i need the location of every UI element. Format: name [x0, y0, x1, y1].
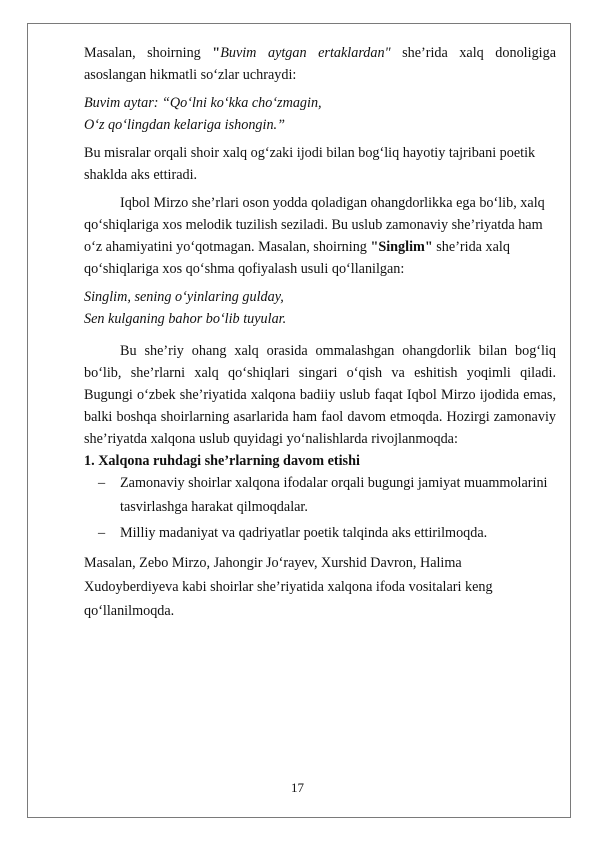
- paragraph-text: o‘z ahamiyatini yo‘qotmagan. Masalan, shoirning: [84, 239, 371, 255]
- dash-bullet: –: [98, 475, 106, 491]
- verse-line: O‘z qo‘lingdan kelariga ishongin.”: [84, 117, 285, 133]
- verse-line: Buvim aytar: “Qo‘lni ko‘kka cho‘zmagin,: [84, 95, 322, 111]
- list-item-line: Zamonaviy shoirlar xalqona ifodalar orqali bugungi jamiyat muammolarini: [120, 475, 548, 491]
- paragraph-line: qo‘llanilmoqda.: [84, 603, 175, 619]
- list-item-line: tasvirlashga harakat qilmoqdalar.: [120, 499, 308, 515]
- paragraph-line: Xudoyberdiyeva kabi shoirlar she’riyatida xalqona ifoda vositalari keng: [84, 579, 493, 595]
- paragraph-1-line-1: [84, 42, 556, 64]
- page-number: 17: [291, 780, 304, 795]
- paragraph-4: Bu she’riy ohang xalq orasida ommalashgan ohangdorlik bilan bog‘liq bo‘lib, she’rlarni xalq qo‘shiqlari singari o‘qish va eshitish yoqimli qiladi. Bugungi o‘zbek she’riyatida xalqona badiiy uslub faqat Iqbol Mirzo ijodida emas, balki boshqa shoirlarning asarlarida ham faol davom etmoqda. Hozirgi zamonaviy she’riyatda xalqona uslub quyidagi yo‘nalishlarda rivojlanmoqda:: [84, 343, 556, 447]
- paragraph-line: [84, 236, 556, 258]
- paragraph-line: Iqbol Mirzo she’rlari oson yodda qoladigan ohangdorlikka ega bo‘lib, xalq: [120, 195, 545, 211]
- bullet-list: [84, 472, 556, 544]
- verse-line: Singlim, sening o‘yinlaring gulday,: [84, 289, 284, 305]
- poem-title-singlim: "Singlim": [370, 239, 433, 255]
- dash-bullet: –: [98, 525, 106, 541]
- document-body: [84, 42, 556, 622]
- verse-2: [84, 286, 556, 330]
- paragraph-line: Bu misralar orqali shoir xalq og‘zaki ijodi bilan bog‘liq hayotiy tajribani poetik: [84, 145, 536, 161]
- paragraph-line: shaklda aks ettiradi.: [84, 167, 198, 183]
- paragraph-text: she’rida xalq: [432, 239, 510, 255]
- paragraph-1-text-end: she’rida xalq donoligiga: [390, 45, 556, 61]
- paragraph-2: [84, 142, 556, 186]
- verse-1: [84, 92, 556, 136]
- paragraph-1-text: Masalan, shoirning: [84, 45, 213, 61]
- paragraph-5: [84, 552, 556, 622]
- list-item-line: Milliy madaniyat va qadriyatlar poetik talqinda aks ettirilmoqda.: [120, 525, 488, 541]
- quote-mark: ": [212, 45, 221, 61]
- list-item: [84, 472, 556, 518]
- paragraph-line: qo‘shiqlariga xos qo‘shma qofiyalash usuli qo‘llanilgan:: [84, 261, 405, 277]
- paragraph-line: qo‘shiqlariga xos melodik tuzilish seziladi. Bu uslub zamonaviy she’riyatda ham: [84, 217, 543, 233]
- poem-title-buvim: Buvim aytgan ertaklardan": [220, 45, 391, 61]
- section-heading: 1. Xalqona ruhdagi she’rlarning davom etishi: [84, 453, 360, 469]
- paragraph-3: [84, 192, 556, 280]
- paragraph-1-line-2: asoslangan hikmatli so‘zlar uchraydi:: [84, 67, 297, 83]
- paragraph-line: Masalan, Zebo Mirzo, Jahongir Jo‘rayev, Xurshid Davron, Halima: [84, 555, 462, 571]
- list-item: [84, 522, 556, 544]
- verse-line: Sen kulganing bahor bo‘lib tuyular.: [84, 311, 287, 327]
